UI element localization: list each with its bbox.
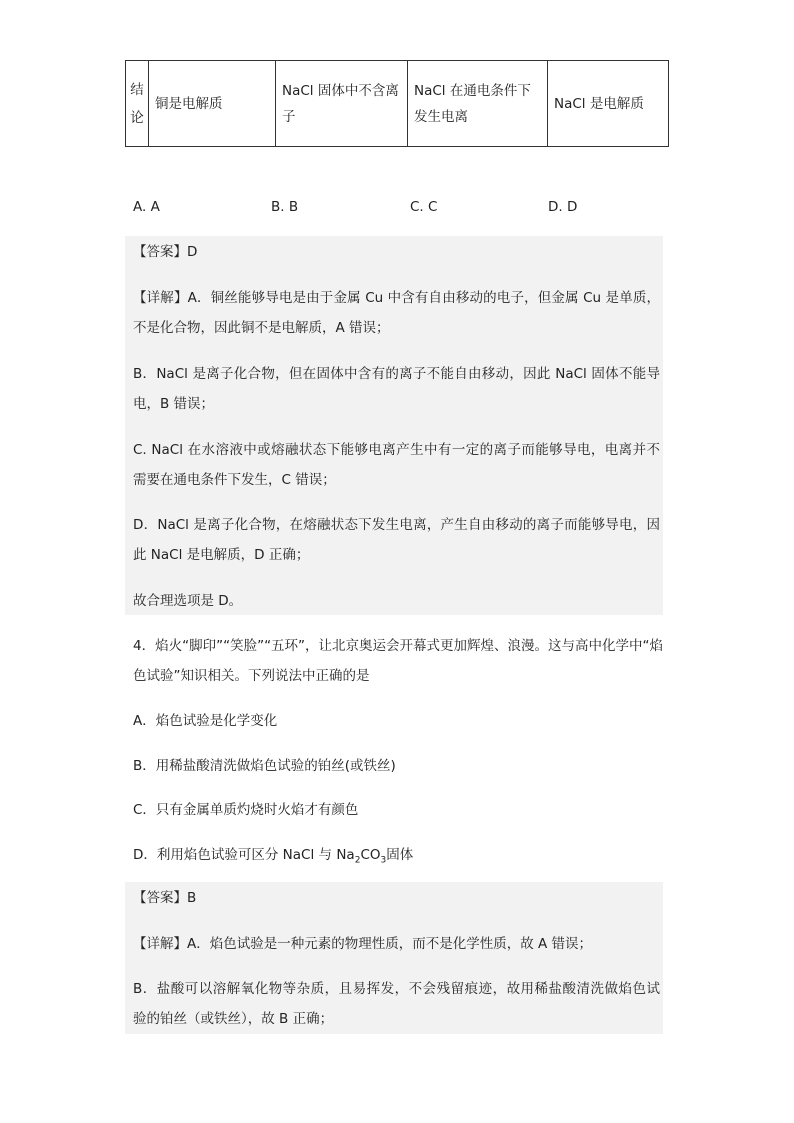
explanation-line: 【详解】A．焰色试验是一种元素的物理性质，而不是化学性质，故 A 错误； [133, 936, 593, 952]
explanation-line: 验的铂丝（或铁丝），故 B 正确； [133, 1011, 334, 1027]
option-a: A. A [133, 199, 160, 215]
option-c: C. C [410, 199, 438, 215]
q3-options [133, 199, 693, 219]
conclusion-table [125, 60, 669, 147]
question-option: A．焰色试验是化学变化 [133, 713, 278, 729]
explanation-line: B．NaCl 是离子化合物，但在固体中含有的离子不能自由移动，因此 NaCl 固体不能导 [133, 366, 660, 382]
row-label-cell [126, 61, 149, 147]
answer-label: 【答案】D [133, 244, 198, 260]
explanation-line: 需要在通电条件下发生，C 错误； [133, 472, 336, 488]
question-option: D．利用焰色试验可区分 NaCl 与 $Na_2CO_3$固体 [133, 847, 414, 866]
table-row [126, 61, 669, 147]
option-d: D. D [548, 199, 578, 215]
answer-label: 【答案】B [133, 890, 197, 906]
explanation-line: 此 NaCl 是电解质，D 正确； [133, 547, 310, 563]
explanation-line: 故合理选项是 D。 [133, 593, 243, 609]
table-cell-b: NaCl 固体中不含离 子 [276, 61, 408, 147]
explanation-line: D．NaCl 是离子化合物，在熔融状态下发生电离，产生自由移动的离子而能够导电，因 [133, 517, 660, 533]
table-cell-a: 铜是电解质 [149, 61, 276, 147]
table-cell-d: NaCl 是电解质 [548, 61, 669, 147]
row-label-char: 论 [130, 109, 144, 126]
question-option: C．只有金属单质灼烧时火焰才有颜色 [133, 802, 359, 818]
question-option: B．用稀盐酸清洗做焰色试验的铂丝(或铁丝) [133, 758, 396, 774]
question-stem: 4．焰火“脚印”“笑脸”“五环”，让北京奥运会开幕式更加辉煌、浪漫。这与高中化学中“焰 [133, 638, 664, 654]
explanation-line: C. NaCl 在水溶液中或熔融状态下能够电离产生中有一定的离子而能够导电，电离并不 [133, 442, 660, 458]
row-label-char: 结 [130, 81, 144, 98]
explanation-line: 不是化合物，因此铜不是电解质，A 错误； [133, 320, 390, 336]
explanation-line: 电，B 错误； [133, 396, 215, 412]
option-b: B. B [271, 199, 299, 215]
explanation-line: B．盐酸可以溶解氧化物等杂质，且易挥发，不会残留痕迹，故用稀盐酸清洗做焰色试 [133, 981, 660, 997]
table-cell-c: NaCl 在通电条件下 发生电离 [408, 61, 548, 147]
question-stem: 色试验”知识相关。下列说法中正确的是 [133, 668, 370, 684]
explanation-line: 【详解】A．铜丝能够导电是由于金属 Cu 中含有自由移动的电子，但金属 Cu 是单质， [133, 290, 660, 306]
